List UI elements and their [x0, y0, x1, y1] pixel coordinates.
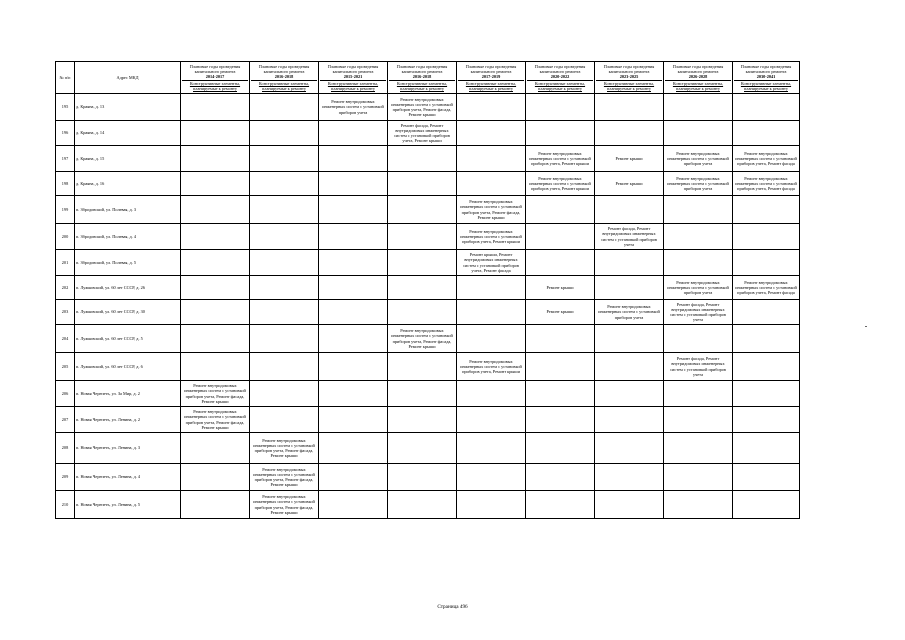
works-cell	[526, 224, 595, 250]
period-years: 2020-2022	[527, 74, 593, 80]
row-number: 203	[56, 300, 75, 325]
row-number: 204	[56, 325, 75, 353]
works-cell	[595, 300, 664, 325]
works-cell	[319, 121, 388, 146]
row-number: 197	[56, 146, 75, 172]
works-cell	[250, 146, 319, 172]
works-cell	[388, 94, 457, 121]
works-cell	[181, 433, 250, 464]
works-cell	[181, 94, 250, 121]
works-cell	[388, 276, 457, 300]
works-cell	[526, 353, 595, 381]
works-cell	[457, 250, 526, 276]
period-years: 2016-2018	[389, 74, 455, 80]
works-cell	[319, 94, 388, 121]
table-row	[56, 276, 800, 300]
works-cell	[526, 325, 595, 353]
works-label: Конструктивные элементы, планируемые к ремонту	[672, 80, 724, 91]
works-text: Ремонт фасада, Ремонт внутридомовых инженерных систем с установкой приборов учета	[601, 226, 657, 247]
works-cell	[526, 300, 595, 325]
works-cell	[181, 353, 250, 381]
works-cell	[319, 325, 388, 353]
works-cell	[319, 407, 388, 433]
works-label: Конструктивные элементы, планируемые к ремонту	[465, 80, 517, 91]
works-cell	[250, 121, 319, 146]
works-cell	[457, 196, 526, 224]
works-cell	[457, 121, 526, 146]
works-cell	[181, 407, 250, 433]
works-cell	[388, 172, 457, 196]
works-cell	[319, 300, 388, 325]
works-text: Ремонт внутридомовых инженерных систем с установкой приборов учета, Ремонт фасада	[735, 150, 797, 167]
works-cell	[526, 407, 595, 433]
works-cell	[319, 433, 388, 464]
row-number: 209	[56, 464, 75, 491]
works-text: Ремонт внутридомовых инженерных систем с установкой приборов учета, Ремонт фасада, Ремонт крыши	[391, 328, 453, 349]
works-cell	[388, 433, 457, 464]
page-number: Страница 496	[437, 604, 468, 610]
works-text: Ремонт внутридомовых инженерных систем с установкой приборов учета, Ремонт фасада, Ремонт крыши	[253, 494, 315, 515]
planned-label: Плановые годы проведения капитального ремонта	[603, 63, 655, 75]
works-cell	[388, 250, 457, 276]
works-cell	[319, 224, 388, 250]
works-text: Ремонт внутридомовых инженерных систем с установкой приборов учета, Ремонт фасада, Ремонт крыши	[253, 466, 315, 488]
works-text: Ремонт внутридомовых инженерных систем с установкой приборов учета, Ремонт крыши	[529, 150, 591, 167]
table-row	[56, 407, 800, 433]
column-header-period	[733, 62, 800, 94]
works-cell	[181, 381, 250, 407]
works-cell	[664, 172, 733, 196]
works-cell	[250, 250, 319, 276]
works-cell	[319, 172, 388, 196]
works-text: Ремонт внутридомовых инженерных систем с установкой приборов учета	[667, 175, 729, 192]
works-cell	[664, 464, 733, 491]
works-cell	[457, 491, 526, 519]
works-text: Ремонт крыши, Ремонт внутридомовых инженерных систем с установкой приборов учета, Ремонт фасада	[463, 252, 519, 273]
works-cell	[733, 325, 800, 353]
row-number: 202	[56, 276, 75, 300]
works-cell	[664, 433, 733, 464]
column-header-num: № п/п	[56, 62, 75, 94]
row-number: 207	[56, 407, 75, 433]
works-cell	[181, 276, 250, 300]
table-row	[56, 224, 800, 250]
row-address: п. Лужковский, ул. 60 лет СССР, д. 5	[75, 325, 181, 353]
works-cell	[526, 121, 595, 146]
works-text: Ремонт фасада, Ремонт внутридомовых инженерных систем с установкой приборов учета, Ремонт крыши	[394, 122, 450, 144]
planned-label: Плановые годы проведения капитального ремонта	[327, 63, 379, 75]
planned-label: Плановые годы проведения капитального ремонта	[740, 63, 792, 75]
works-cell	[181, 325, 250, 353]
row-address: д. Краяна, д. 13	[75, 94, 181, 121]
works-cell	[319, 196, 388, 224]
works-cell	[526, 381, 595, 407]
works-cell	[457, 464, 526, 491]
works-cell	[388, 353, 457, 381]
works-cell	[733, 224, 800, 250]
works-cell	[733, 491, 800, 519]
works-cell	[250, 300, 319, 325]
works-cell	[664, 196, 733, 224]
row-address: д. Краяна, д. 16	[75, 172, 181, 196]
planned-label: Плановые годы проведения капитального ремонта	[534, 63, 586, 75]
works-cell	[664, 353, 733, 381]
column-header-period	[526, 62, 595, 94]
works-cell	[181, 146, 250, 172]
works-cell	[388, 196, 457, 224]
planned-label: Плановые годы проведения капитального ремонта	[189, 63, 241, 75]
row-number: 201	[56, 250, 75, 276]
row-number: 205	[56, 353, 75, 381]
column-header-period	[388, 62, 457, 94]
works-cell	[664, 94, 733, 121]
works-cell	[250, 196, 319, 224]
works-text: Ремонт крыши	[546, 309, 574, 315]
row-address: п. Новая Черепеть, ул. Ленина, д. 2	[75, 407, 181, 433]
works-cell	[733, 300, 800, 325]
works-cell	[664, 325, 733, 353]
works-cell	[457, 433, 526, 464]
works-cell	[664, 381, 733, 407]
works-cell	[388, 224, 457, 250]
works-cell	[250, 94, 319, 121]
column-header-period	[319, 62, 388, 94]
column-header-period	[595, 62, 664, 94]
works-cell	[595, 146, 664, 172]
scan-speck	[865, 326, 867, 327]
works-cell	[250, 325, 319, 353]
works-label: Конструктивные элементы, планируемые к ремонту	[603, 80, 655, 91]
works-cell	[595, 94, 664, 121]
row-number: 208	[56, 433, 75, 464]
table-row	[56, 325, 800, 353]
table-row	[56, 196, 800, 224]
period-years: 2014-2017	[182, 74, 248, 80]
row-address: п. Новая Черепеть, ул. Ленина, д. 3	[75, 433, 181, 464]
repair-schedule-table	[55, 61, 800, 519]
works-label: Конструктивные элементы, планируемые к ремонту	[258, 80, 310, 91]
works-text: Ремонт внутридомовых инженерных систем с установкой приборов учета, Ремонт крыши	[460, 358, 522, 375]
works-cell	[181, 196, 250, 224]
works-text: Ремонт внутридомовых инженерных систем с установкой приборов учета, Ремонт фасада, Ремонт крыши	[391, 96, 453, 118]
works-cell	[388, 381, 457, 407]
works-cell	[457, 407, 526, 433]
works-cell	[664, 146, 733, 172]
works-cell	[595, 433, 664, 464]
column-header-period	[457, 62, 526, 94]
works-cell	[595, 250, 664, 276]
works-cell	[388, 146, 457, 172]
works-text: Ремонт внутридомовых инженерных систем с установкой приборов учета, Ремонт фасада	[735, 175, 797, 192]
works-cell	[595, 407, 664, 433]
row-number: 206	[56, 381, 75, 407]
row-number: 199	[56, 196, 75, 224]
column-header-period	[181, 62, 250, 94]
works-text: Ремонт фасада, Ремонт внутридомовых инженерных систем с установкой приборов учета	[670, 301, 726, 323]
works-cell	[664, 250, 733, 276]
table-row	[56, 464, 800, 491]
works-cell	[181, 121, 250, 146]
works-cell	[526, 433, 595, 464]
works-text: Ремонт внутридомовых инженерных систем с установкой приборов учета	[322, 99, 384, 115]
works-cell	[457, 172, 526, 196]
works-cell	[457, 353, 526, 381]
row-address: д. Краяна, д. 14	[75, 121, 181, 146]
works-cell	[595, 381, 664, 407]
works-cell	[664, 491, 733, 519]
works-cell	[595, 491, 664, 519]
planned-label: Плановые годы проведения капитального ремонта	[672, 63, 724, 75]
works-cell	[664, 276, 733, 300]
period-years: 2030-2041	[734, 74, 798, 80]
works-cell	[733, 172, 800, 196]
table-row	[56, 433, 800, 464]
works-cell	[595, 121, 664, 146]
works-cell	[526, 276, 595, 300]
column-header-period	[250, 62, 319, 94]
works-cell	[181, 464, 250, 491]
works-cell	[250, 224, 319, 250]
works-text: Ремонт внутридомовых инженерных систем с установкой приборов учета, Ремонт фасада, Ремонт крыши	[184, 409, 246, 430]
works-cell	[319, 146, 388, 172]
works-cell	[733, 276, 800, 300]
row-number: 210	[56, 491, 75, 519]
works-text: Ремонт крыши	[546, 284, 574, 290]
planned-label: Плановые годы проведения капитального ремонта	[396, 63, 448, 75]
works-cell	[250, 433, 319, 464]
row-number: 196	[56, 121, 75, 146]
works-cell	[250, 276, 319, 300]
row-address: п. Збродовский, ул. Полевая, д. 5	[75, 250, 181, 276]
row-address: п. Новая Черепеть, ул. За Мир, д. 2	[75, 381, 181, 407]
works-text: Ремонт крыши	[615, 155, 643, 161]
works-cell	[457, 300, 526, 325]
row-address: п. Збродовский, ул. Полевая, д. 4	[75, 224, 181, 250]
works-cell	[457, 224, 526, 250]
table-row	[56, 250, 800, 276]
works-cell	[457, 325, 526, 353]
works-cell	[250, 353, 319, 381]
works-cell	[319, 353, 388, 381]
row-address: п. Лужковский, ул. 60 лет СССР, д. 26	[75, 276, 181, 300]
works-cell	[595, 196, 664, 224]
works-cell	[388, 325, 457, 353]
table-row	[56, 146, 800, 172]
works-cell	[250, 172, 319, 196]
works-text: Ремонт внутридомовых инженерных систем с установкой приборов учета, Ремонт крыши	[460, 228, 522, 245]
works-label: Конструктивные элементы, планируемые к ремонту	[534, 80, 586, 91]
table-row	[56, 491, 800, 519]
works-cell	[595, 325, 664, 353]
works-cell	[457, 381, 526, 407]
works-cell	[733, 146, 800, 172]
works-cell	[733, 433, 800, 464]
works-cell	[181, 491, 250, 519]
period-years: 2023-2025	[596, 74, 662, 80]
column-header-address: Адрес МКД	[75, 62, 181, 94]
works-cell	[733, 407, 800, 433]
table-row	[56, 300, 800, 325]
works-cell	[250, 407, 319, 433]
works-cell	[388, 121, 457, 146]
works-cell	[733, 94, 800, 121]
works-cell	[733, 381, 800, 407]
works-cell	[664, 121, 733, 146]
works-cell	[250, 464, 319, 491]
works-cell	[526, 172, 595, 196]
table-row	[56, 353, 800, 381]
table-row	[56, 172, 800, 196]
works-text: Ремонт внутридомовых инженерных систем с установкой приборов учета	[667, 279, 729, 296]
planned-label: Плановые годы проведения капитального ремонта	[258, 63, 310, 75]
works-cell	[595, 224, 664, 250]
planned-label: Плановые годы проведения капитального ремонта	[465, 63, 517, 75]
works-text: Ремонт внутридомовых инженерных систем с установкой приборов учета, Ремонт фасада, Ремонт крыши	[460, 199, 522, 220]
works-text: Ремонт внутридомовых инженерных систем с установкой приборов учета, Ремонт фасада, Ремонт крыши	[253, 437, 315, 459]
period-years: 2015-2021	[320, 74, 386, 80]
works-cell	[319, 276, 388, 300]
header-row	[56, 62, 800, 94]
works-cell	[595, 172, 664, 196]
works-cell	[733, 121, 800, 146]
works-cell	[319, 250, 388, 276]
works-cell	[733, 250, 800, 276]
works-cell	[388, 491, 457, 519]
row-number: 195	[56, 94, 75, 121]
table-row	[56, 94, 800, 121]
row-address: п. Лужковский, ул. 60 лет СССР, д. 6	[75, 353, 181, 381]
works-cell	[250, 491, 319, 519]
works-cell	[664, 407, 733, 433]
works-cell	[664, 224, 733, 250]
works-cell	[181, 172, 250, 196]
works-cell	[526, 196, 595, 224]
works-cell	[595, 464, 664, 491]
row-address: п. Збродовский, ул. Полевая, д. 3	[75, 196, 181, 224]
column-header-period	[664, 62, 733, 94]
row-number: 198	[56, 172, 75, 196]
works-label: Конструктивные элементы, планируемые к ремонту	[396, 80, 448, 91]
works-text: Ремонт фасада, Ремонт внутридомовых инженерных систем с установкой приборов учета	[670, 356, 726, 377]
works-cell	[595, 353, 664, 381]
works-cell	[319, 464, 388, 491]
table-body	[56, 94, 800, 519]
row-address: п. Новая Черепеть, ул. Ленина, д. 5	[75, 491, 181, 519]
works-cell	[457, 276, 526, 300]
works-text: Ремонт внутридомовых инженерных систем с установкой приборов учета	[598, 304, 660, 320]
works-cell	[526, 464, 595, 491]
works-cell	[388, 300, 457, 325]
period-years: 2016-2018	[251, 74, 317, 80]
works-label: Конструктивные элементы, планируемые к ремонту	[740, 80, 792, 91]
works-cell	[457, 94, 526, 121]
table-row	[56, 381, 800, 407]
works-text: Ремонт крыши	[615, 180, 643, 186]
works-cell	[733, 353, 800, 381]
works-cell	[388, 407, 457, 433]
works-cell	[319, 491, 388, 519]
row-address: д. Краяна, д. 15	[75, 146, 181, 172]
period-years: 2026-2028	[665, 74, 731, 80]
period-years: 2017-2019	[458, 74, 524, 80]
works-cell	[526, 94, 595, 121]
works-cell	[319, 381, 388, 407]
table-row	[56, 121, 800, 146]
row-address: п. Лужковский, ул. 60 лет СССР, д. 30	[75, 300, 181, 325]
works-cell	[733, 464, 800, 491]
works-cell	[664, 300, 733, 325]
works-cell	[181, 250, 250, 276]
works-label: Конструктивные элементы, планируемые к ремонту	[189, 80, 241, 91]
row-address: п. Новая Черепеть, ул. Ленина, д. 4	[75, 464, 181, 491]
works-cell	[388, 464, 457, 491]
works-text: Ремонт внутридомовых инженерных систем с установкой приборов учета	[667, 150, 729, 167]
works-cell	[250, 381, 319, 407]
works-cell	[733, 196, 800, 224]
works-cell	[457, 146, 526, 172]
works-cell	[181, 300, 250, 325]
works-cell	[595, 276, 664, 300]
works-cell	[526, 491, 595, 519]
works-cell	[526, 146, 595, 172]
works-text: Ремонт внутридомовых инженерных систем с установкой приборов учета, Ремонт фасада	[735, 279, 797, 296]
works-cell	[526, 250, 595, 276]
works-text: Ремонт внутридомовых инженерных систем с установкой приборов учета, Ремонт фасада, Ремонт крыши	[184, 383, 246, 404]
works-label: Конструктивные элементы, планируемые к ремонту	[327, 80, 379, 91]
works-cell	[181, 224, 250, 250]
row-number: 200	[56, 224, 75, 250]
works-text: Ремонт внутридомовых инженерных систем с установкой приборов учета, Ремонт крыши	[529, 175, 591, 192]
